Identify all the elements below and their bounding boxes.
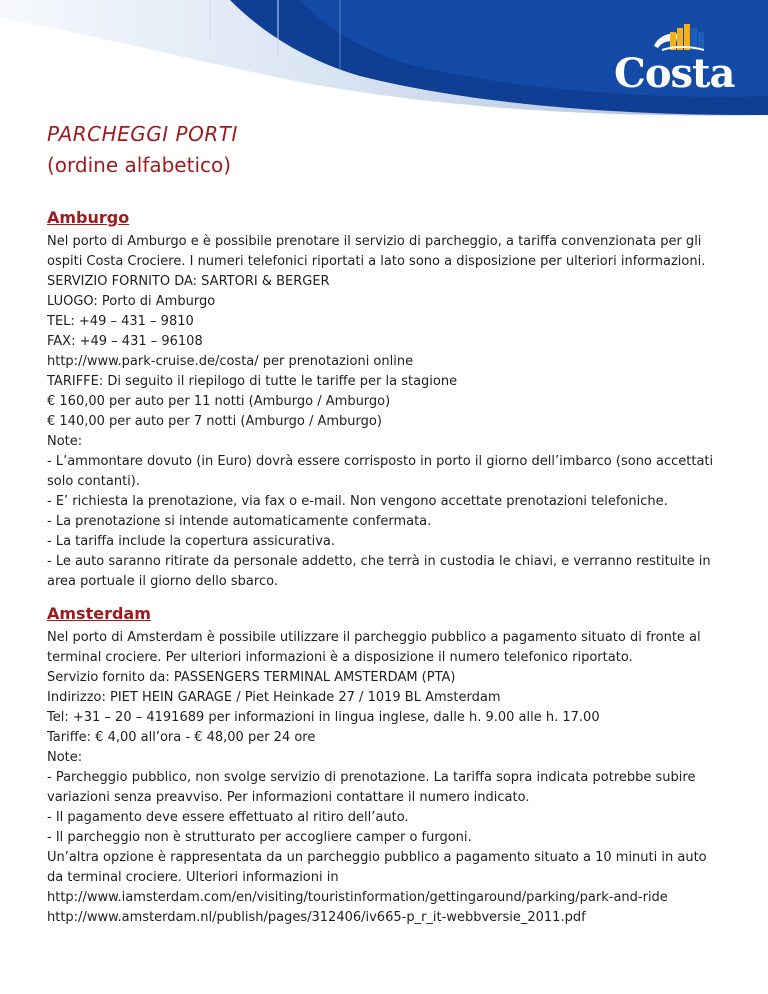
section-heading: Amsterdam: [47, 604, 151, 623]
text-line: Note:: [47, 434, 83, 449]
page-subtitle: (ordine alfabetico): [47, 153, 232, 177]
section-heading: Amburgo: [47, 208, 130, 227]
text-line: area portuale il giorno dello sbarco.: [47, 574, 278, 589]
text-line: - Parcheggio pubblico, non svolge servizio di prenotazione. La tariffa sopra indicata potrebbe subire: [47, 770, 696, 785]
text-line: Nel porto di Amburgo e è possibile prenotare il servizio di parcheggio, a tariffa convenzionata per gli: [47, 234, 702, 249]
text-line: solo contanti).: [47, 474, 140, 489]
text-line: - Il parcheggio non è strutturato per accogliere camper o furgoni.: [47, 830, 472, 845]
text-line: € 160,00 per auto per 11 notti (Amburgo / Amburgo): [47, 394, 391, 409]
text-line: Tariffe: € 4,00 all’ora - € 48,00 per 24 ore: [47, 730, 316, 745]
text-line: TEL: +49 – 431 – 9810: [47, 314, 194, 329]
title-block: [47, 120, 238, 179]
text-line: Tel: +31 – 20 – 4191689 per informazioni in lingua inglese, dalle h. 9.00 alle h. 17.00: [47, 710, 600, 725]
text-line: Note:: [47, 750, 83, 765]
text-line: TARIFFE: Di seguito il riepilogo di tutte le tariffe per la stagione: [47, 374, 458, 389]
text-line: Indirizzo: PIET HEIN GARAGE / Piet Heinkade 27 / 1019 BL Amsterdam: [47, 690, 501, 705]
page-title: PARCHEGGI PORTI: [47, 122, 238, 146]
text-line: terminal crociere. Per ulteriori informazioni è a disposizione il numero telefonico riportato.: [47, 650, 633, 665]
text-line: Un’altra opzione è rappresentata da un parcheggio pubblico a pagamento situato a 10 minuti in auto: [47, 850, 707, 865]
link-text[interactable]: http://www.amsterdam.nl/publish/pages/312406/iv665-p_r_it-webbversie_2011.pdf: [47, 910, 586, 925]
costa-logo: [614, 22, 746, 97]
text-line: LUOGO: Porto di Amburgo: [47, 294, 216, 309]
link-text[interactable]: http://www.park-cruise.de/costa/ per prenotazioni online: [47, 354, 414, 369]
text-line: Nel porto di Amsterdam è possibile utilizzare il parcheggio pubblico a pagamento situato di fronte al: [47, 630, 701, 645]
section-amburgo: [47, 206, 747, 592]
text-line: Servizio fornito da: PASSENGERS TERMINAL AMSTERDAM (PTA): [47, 670, 456, 685]
text-line: variazioni senza preavviso. Per informazioni contattare il numero indicato.: [47, 790, 530, 805]
text-line: - Le auto saranno ritirate da personale addetto, che terrà in custodia le chiavi, e verranno restituite in: [47, 554, 711, 569]
logo-wordmark: Costa: [614, 50, 735, 97]
link-text[interactable]: http://www.iamsterdam.com/en/visiting/touristinformation/gettingaround/parking/park-and-ride: [47, 890, 668, 905]
text-line: ospiti Costa Crociere. I numeri telefonici riportati a lato sono a disposizione per ulteriori informazioni.: [47, 254, 706, 269]
text-line: - L’ammontare dovuto (in Euro) dovrà essere corrisposto in porto il giorno dell’imbarco (sono accettati: [47, 454, 714, 469]
text-line: - Il pagamento deve essere effettuato al ritiro dell’auto.: [47, 810, 409, 825]
text-line: da terminal crociere. Ulteriori informazioni in: [47, 870, 339, 885]
text-line: € 140,00 per auto per 7 notti (Amburgo / Amburgo): [47, 414, 382, 429]
section-amsterdam: [47, 602, 747, 928]
text-line: SERVIZIO FORNITO DA: SARTORI & BERGER: [47, 274, 330, 289]
text-line: FAX: +49 – 431 – 96108: [47, 334, 203, 349]
text-line: - E’ richiesta la prenotazione, via fax o e-mail. Non vengono accettate prenotazioni telefoniche.: [47, 494, 668, 509]
text-line: - La prenotazione si intende automaticamente confermata.: [47, 514, 432, 529]
text-line: - La tariffa include la copertura assicurativa.: [47, 534, 335, 549]
